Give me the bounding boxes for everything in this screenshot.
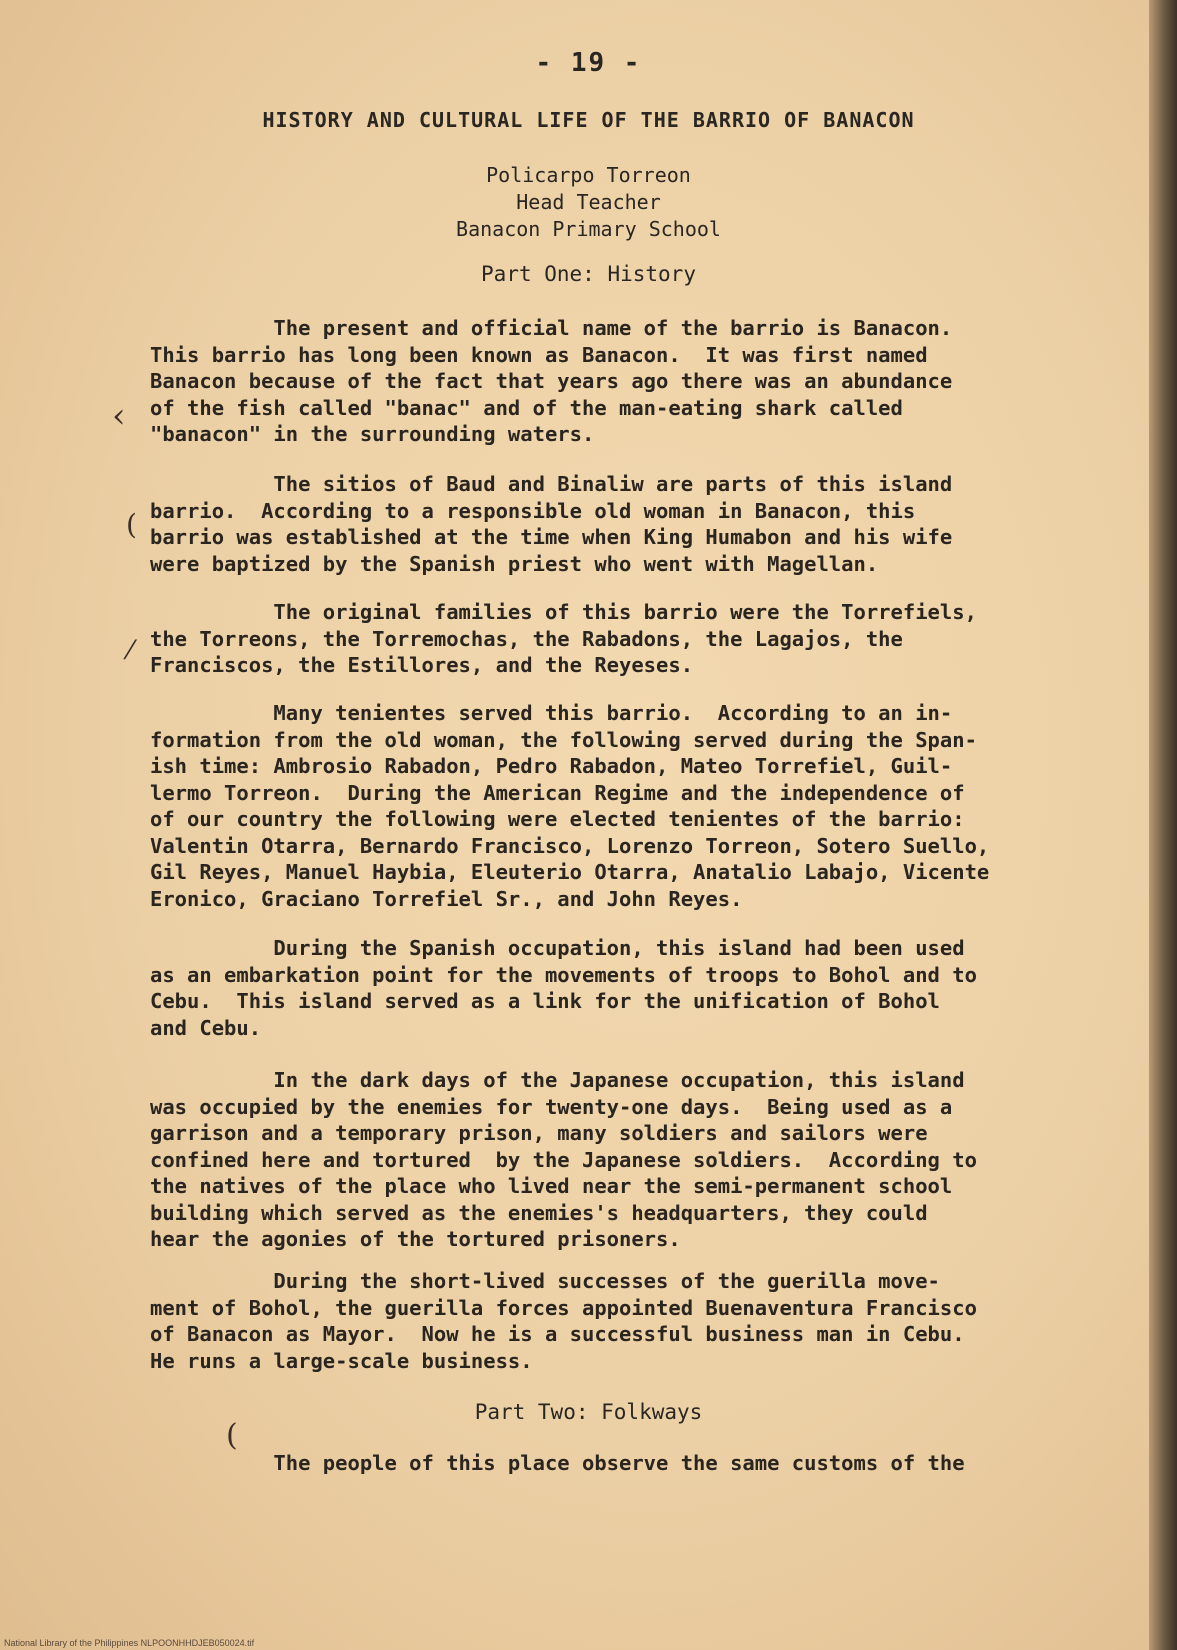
author-school: Banacon Primary School (456, 217, 721, 241)
author-byline (0, 162, 1177, 243)
margin-pencil-mark: ( (126, 508, 137, 541)
paragraph-japanese-occupation: In the dark days of the Japanese occupation, this island was occupied by the enemies for twenty-one days. Being used as a garrison and a temporary prison, many soldiers and sailors were confined here and tortured by the Japanese soldiers. According to the natives of the place who lived near the semi-permanent school building which served as the enemies's headquarters, they could hear the agonies of the tortured prisoners. (150, 1068, 977, 1251)
paragraph-tenientes: Many tenientes served this barrio. According to an in- formation from the old woman, the following served during the Span- ish time: Ambrosio Rabadon, Pedro Rabadon, Mateo Torrefiel, Guil- lermo Torreon. During the American Regime and the independence of of our country the following were elected tenientes of the barrio: Valentin Otarra, Bernardo Francisco, Lorenzo Torreon, Sotero Suello, Gil Reyes, Manuel Haybia, Eleuterio Otarra, Anatalio Labajo, Vicente Eronico, Graciano Torrefiel Sr., and John Reyes. (150, 701, 990, 911)
paragraph-spanish-occupation: During the Spanish occupation, this island had been used as an embarkation point for the movements of troops to Bohol and to Cebu. This island served as a link for the unification of Bohol and Cebu. (150, 936, 977, 1040)
archive-footer: National Library of the Philippines NLPOONHHDJEB050024.tif (4, 1638, 255, 1648)
document-title: HISTORY AND CULTURAL LIFE OF THE BARRIO OF BANACON (262, 108, 915, 132)
margin-pencil-mark: ( (226, 1418, 238, 1453)
paragraph-guerilla: During the short-lived successes of the guerilla move- ment of Bohol, the guerilla forces appointed Buenaventura Francisco of Banacon as Mayor. Now he is a successful business man in Cebu. He runs a large-scale business. (150, 1269, 977, 1373)
part-one-heading: Part One: History (481, 262, 696, 286)
page-number: - 19 - (535, 48, 642, 78)
paragraph-folkways: The people of this place observe the same customs of the (150, 1451, 965, 1475)
margin-pencil-mark: ‹ (112, 396, 126, 436)
part-two-heading: Part Two: Folkways (474, 1400, 703, 1424)
paragraph-barrio-name: The present and official name of the barrio is Banacon. This barrio has long been known as Banacon. It was first named Banacon because of the fact that years ago there was an abundance of the fish called "banac" and of the man-eating shark called "banacon" in the surrounding waters. (150, 316, 953, 446)
paragraph-sitios: The sitios of Baud and Binaliw are parts of this island barrio. According to a responsible old woman in Banacon, this barrio was established at the time when King Humabon and his wife were baptized by the Spanish priest who went with Magellan. (150, 472, 953, 576)
author-position: Head Teacher (516, 190, 661, 214)
author-name: Policarpo Torreon (486, 163, 691, 187)
paragraph-original-families: The original families of this barrio were the Torrefiels, the Torreons, the Torremochas, the Rabadons, the Lagajos, the Franciscos, the Estillores, and the Reyeses. (150, 600, 977, 677)
margin-pencil-mark: ⁄ (128, 636, 133, 666)
